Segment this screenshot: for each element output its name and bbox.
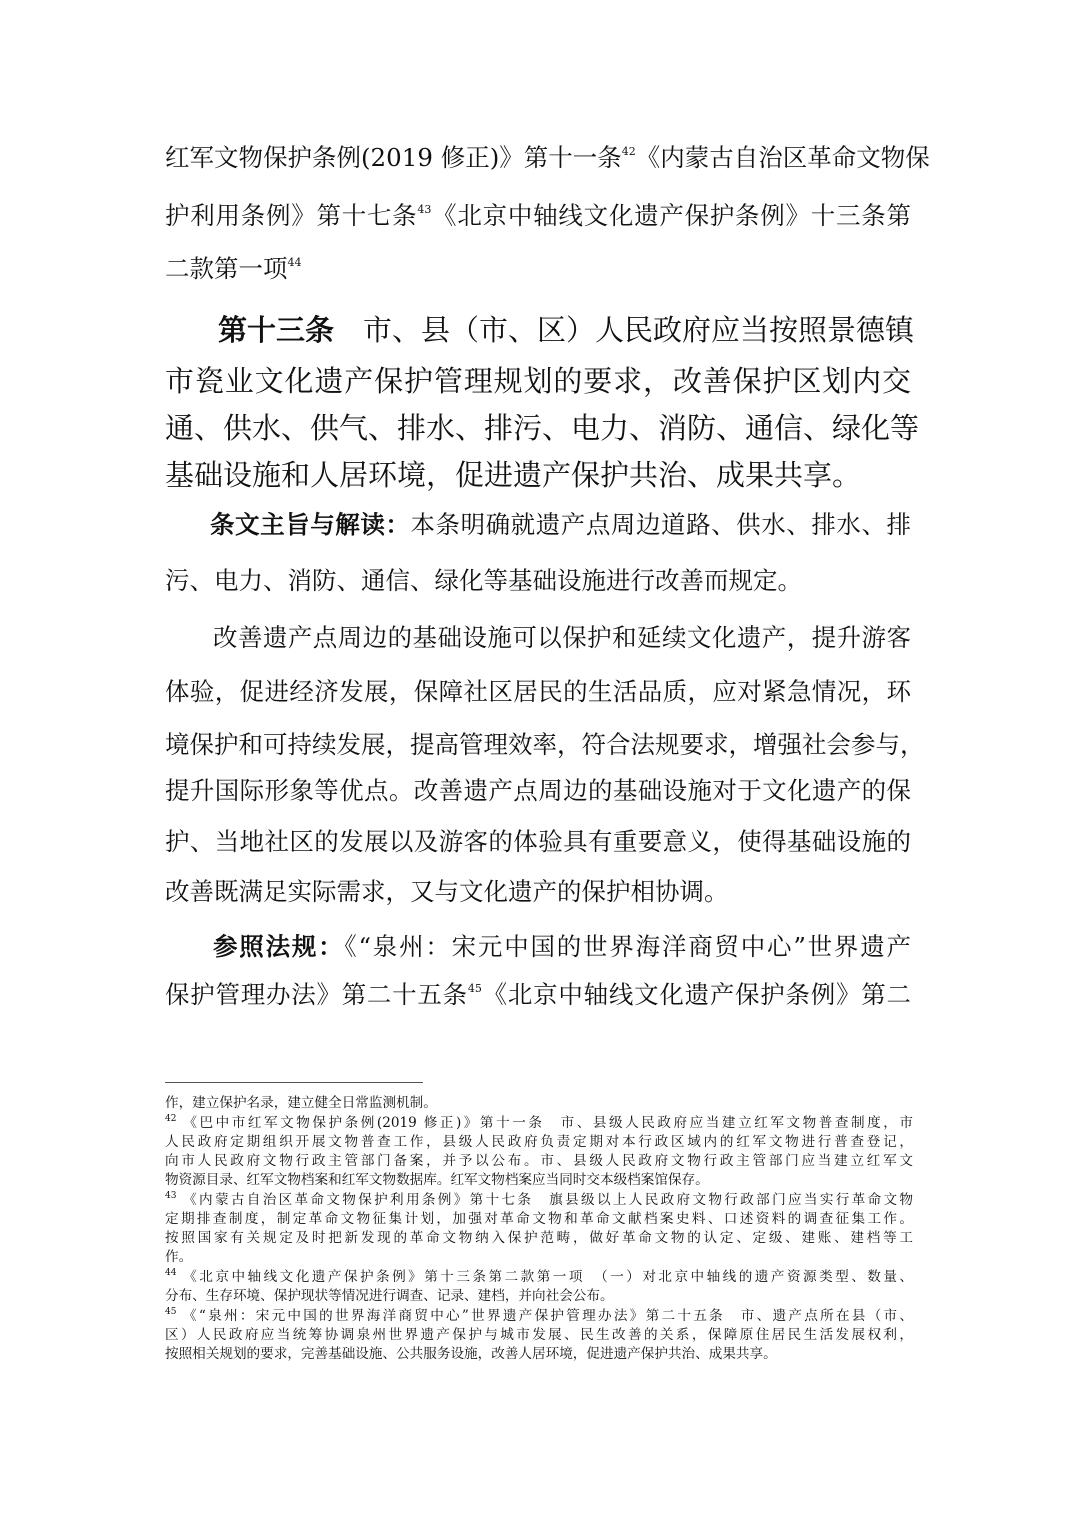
footnote-ref: 44 (287, 256, 302, 269)
text-line: 保护管理办法》第二十五条$^{45}$《北京中轴线文化遗产保护条例》第二 (165, 980, 912, 1009)
footnote-line: 人民政府定期组织开展文物普查工作，县级人民政府负责定期对本行政区域内的红军文物进行普查登记， (165, 1134, 913, 1150)
footnote-line: 定期排查制度，制定革命文物征集计划，加强对革命文物和革命文献档案史料、口述资料的调查征集工作。 (165, 1211, 913, 1227)
article-heading: 第十三条 (218, 313, 335, 347)
footnote-line: 分布、生存环境、保护现状等情况进行调查、记录、建档，并向社会公布。 (165, 1288, 614, 1304)
footnote-ref: 45 (467, 982, 482, 995)
text-line: 提升国际形象等优点。改善遗产点周边的基础设施对于文化遗产的保 (165, 776, 911, 805)
footnote-ref: 43 (417, 203, 432, 216)
text-line: 体验，促进经济发展，保障社区居民的生活品质，应对紧急情况，环 (165, 677, 911, 706)
footnote-line: 物资源目录、红军文物档案和红军文物数据库。红军文物档案应当同时交本级档案馆保存。 (165, 1172, 709, 1188)
article-line: 市瓷业文化遗产保护管理规划的要求，改善保护区划内交 (165, 364, 911, 398)
footnote-43: $^{43}$ 《内蒙古自治区革命文物保护利用条例》第十七条 旗县级以上人民政府文物行政部门应当实行革命文物 (165, 1191, 914, 1208)
footnote-line: 作。 (165, 1249, 193, 1265)
footnote-separator (165, 1082, 423, 1083)
footnote-line: 按照相关规划的要求，完善基础设施、公共服务设施，改善人居环境，促进遗产保护共治、成果共享。 (165, 1346, 777, 1362)
article-line: 基础设施和人居环境，促进遗产保护共治、成果共享。 (165, 458, 862, 492)
reference-label: 参照法规： (213, 932, 345, 961)
text-line: 二款第一项$^{44}$ (165, 254, 302, 283)
footnote-line: 区）人民政府应当统筹协调泉州世界遗产保护与城市发展、民生改善的关系，保障原住居民生活发展权利， (165, 1327, 913, 1343)
reference-first-line: 参照法规：《“泉州：宋元中国的世界海洋商贸中心”世界遗产 (213, 932, 911, 961)
text-line: 红军文物保护条例(2019 修正)》第十一条$^{42}$《内蒙古自治区革命文物保 (165, 143, 930, 172)
article-line: 通、供水、供气、排水、排污、电力、消防、通信、绿化等 (165, 411, 920, 445)
footnote-line: 作，建立保护名录，建立健全日常监测机制。 (165, 1095, 437, 1111)
text-line: 改善既满足实际需求，又与文化遗产的保护相协调。 (165, 877, 729, 906)
footnote-42: $^{42}$ 《巴中市红军文物保护条例(2019 修正)》第十一条 市、县级人民政府应当建立红军文物普查制度，市 (165, 1114, 913, 1131)
text-line: 境保护和可持续发展，提高管理效率，符合法规要求，增强社会参与， (165, 730, 925, 759)
text-line: 护利用条例》第十七条$^{43}$《北京中轴线文化遗产保护条例》十三条第 (165, 201, 912, 230)
footnote-ref: 42 (621, 145, 636, 158)
interpretation-label: 条文主旨与解读： (210, 510, 411, 539)
footnote-45: $^{45}$ 《“泉州：宋元中国的世界海洋商贸中心”世界遗产保护管理办法》第二十五条 市、遗产点所在县（市、 (165, 1307, 913, 1324)
text-line: 改善遗产点周边的基础设施可以保护和延续文化遗产，提升游客 (213, 623, 911, 652)
footnote-line: 向市人民政府文物行政主管部门备案，并予以公布。市、县级人民政府文物行政主管部门应当建立红军文 (165, 1153, 913, 1169)
interpretation-first-line: 条文主旨与解读：本条明确就遗产点周边道路、供水、排水、排 (210, 510, 912, 539)
text-line: 护、当地社区的发展以及游客的体验具有重要意义，使得基础设施的 (165, 827, 911, 856)
text-line: 污、电力、消防、通信、绿化等基础设施进行改善而规定。 (165, 566, 802, 595)
article-first-line: 第十三条 市、县（市、区）人民政府应当按照景德镇 (218, 313, 915, 347)
footnote-44: $^{44}$ 《北京中轴线文化遗产保护条例》第十三条第二款第一项 （一）对北京中轴线的遗产资源类型、数量、 (165, 1268, 913, 1285)
footnote-line: 按照国家有关规定及时把新发现的革命文物纳入保护范畴，做好革命文物的认定、定级、建账、建档等工 (165, 1230, 913, 1246)
